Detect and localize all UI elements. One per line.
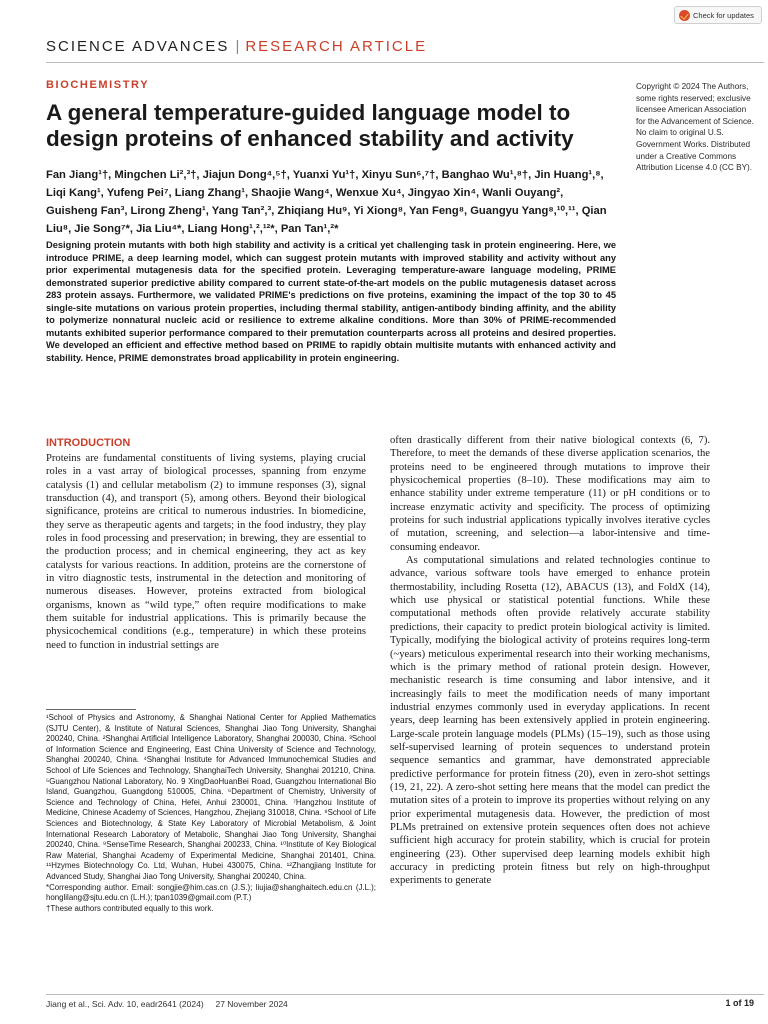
page-number: 1 of 19 xyxy=(725,998,754,1008)
affiliations: ¹School of Physics and Astronomy, & Shanghai National Center for Applied Mathematics (SJTU Center), & Institute of Natural Sciences, Shanghai Jiao Tong University, Shanghai 200240, China. ²Shanghai Artificial Intelligence Laboratory, Shanghai 200030, China. ³School of Information Science and Engineering, East China University of Science and Technology, Shanghai 200240, China. ⁴Shanghai Institute for Advanced Immunochemical Studies and School of Life Sciences and Technology, ShanghaiTech University, Shanghai 201210, China. ⁵Guangzhou National Laboratory, No. 9 XingDaoHuanBei Road, Guangzhou International Bio Island, Guangzhou, Guangdong 510005, China. ⁶Department of Chemistry, University of Science and Technology of China, Hefei, Anhui 230001, China. ⁷Hangzhou Institute of Medicine, Chinese Academy of Sciences, Hangzhou, Zhejiang 310018, China. ⁸School of Life Sciences and Biotechnology, & State Key Laboratory of Microbial Metabolism, & Joint International Research Laboratory of Metabolic, Shanghai Jiao Tong University, Shanghai 200240, China. ⁹SenseTime Research, Shanghai 200233, China. ¹⁰Institute of Key Biological Raw Material, Shanghai Academy of Experimental Medicine, Shanghai 201401, China. ¹¹Hzymes Biotechnology Co. Ltd, Wuhan, Hubei 430075, China. ¹²Zhangjiang Institute for Advanced Study, Shanghai Jiao Tong University, Shanghai 200240, China. xyxy=(46,713,376,881)
header-rule xyxy=(46,62,764,63)
crossmark-icon xyxy=(679,10,690,21)
journal-name: SCIENCE ADVANCES xyxy=(46,38,230,55)
article-type: RESEARCH ARTICLE xyxy=(245,38,428,55)
right-column xyxy=(390,434,710,888)
introduction-heading: INTRODUCTION xyxy=(46,437,131,449)
intro-paragraph-1: Proteins are fundamental constituents of living systems, playing crucial roles in a vast array of biological processes, spanning from enzyme catalysis (1) and cellular metabolism (2) to immune responses (3), signal transduction (4), and transport (5), among others. Beyond their biological significance, proteins are critical to numerous industries. In biomedicine, they serve as therapeutic agents and targets; in the food industry, they play roles in food processing and preservation; in brewing, they are essential to the production process; and in chemical engineering, they act as key catalysts for various reactions. In addition, proteins are the cornerstone of in vitro diagnostic tests, instrumental in the detection and monitoring of numerous diseases. However, proteins extracted from biological organisms, known as “wild type,” often require modifications to make them suitable for industrial applications. This is primarily because the physicochemical conditions (e.g., temperature) in which these proteins need to function in industrial settings are xyxy=(46,453,366,651)
intro-paragraph-3: As computational simulations and related technologies continue to advance, various software tools have emerged to enhance protein thermostability, including Rosetta (12), ABACUS (13), and FoldX (14), which use physical or statistical potential functions. While these computational methods often provide relatively accurate stability predictions, their capacity to predict protein biological activity is limited. Typically, modifying the biological activity of proteins requires long-term (~years) meticulous experimental research into their working mechanisms, which is the primary method of rational protein design. However, mechanistic research is time consuming and labor intensive, and it increasingly fails to meet the modification needs of many important industrial enzymes commonly used in everyday applications. In recent years, deep learning has been extensively applied in protein engineering. Large-scale protein language models (PLMs) (15–19), such as those using self-supervised learning of protein sequences to understand protein sequence semantics and grammar, have demonstrated appreciable predictive performance for protein fitness (20), even in zero-shot settings (19, 21, 22). A zero-shot setting here means that the model can predict the mutation sites of a protein to improve its properties without relying on any prior experimental mutagenesis data. However, the prediction of most PLMs pretrained on extensive protein sequences often does not achieve sufficient high accuracy for protein stability, which is crucial for protein engineering (23). Other supervised deep learning models exhibit high accuracy in predicting protein fitness but rely on high-throughput experiments to generate xyxy=(390,555,710,887)
corresponding-author: *Corresponding author. Email: songjie@him.cas.cn (J.S.); liujia@shanghaitech.edu.cn (J.L.); honglilang@sjtu.edu.cn (L.H.); tpan1039@gmail.com (P.T.) xyxy=(46,882,376,903)
intro-paragraph-2: often drastically different from their native biological contexts (6, 7). Therefore, to meet the demands of these diverse application scenarios, the proteins need to be engineered through mutations to improve their physicochemical properties (8–10). These modifications may aim to enhance stability under extreme temperature (11) or pH conditions or to increase enzymatic activity and specificity. The process of optimizing proteins for such industrial applications typically involves iterative cycles of mutation, screening, and selection—a labor-intensive and time-consuming endeavor. xyxy=(390,435,710,553)
check-for-updates-badge[interactable] xyxy=(674,6,762,24)
footnote-rule xyxy=(46,709,136,710)
journal-header xyxy=(46,38,427,55)
left-column xyxy=(46,436,366,652)
article-title: A general temperature-guided language model to design proteins of enhanced stability and activity xyxy=(46,100,574,151)
journal-separator: | xyxy=(235,38,240,55)
footer-rule xyxy=(46,994,764,995)
footer-citation: Jiang et al., Sci. Adv. 10, eadr2641 (2024) 27 November 2024 xyxy=(46,999,288,1009)
footnotes xyxy=(46,713,376,914)
check-for-updates-label: Check for updates xyxy=(693,10,754,20)
copyright-notice: Copyright © 2024 The Authors, some rights reserved; exclusive licensee American Association for the Advancement of Science. No claim to original U.S. Government Works. Distributed under a Creative Commons Attribution License 4.0 (CC BY). xyxy=(636,82,754,173)
author-list: Fan Jiang¹†, Mingchen Li²,³†, Jiajun Dong⁴,⁵†, Yuanxi Yu¹†, Xinyu Sun⁶,⁷†, Banghao Wu¹,⁸†, Jin Huang¹,⁸, Liqi Kang¹, Yufeng Pei⁷, Liang Zhang¹, Shaojie Wang⁴, Wenxue Xu⁴, Jingyao Xin⁴, Wanli Ouyang², Guisheng Fan³, Lirong Zheng¹, Yang Tan²,³, Zhiqiang Hu⁹, Yi Xiong⁸, Yan Feng⁸, Guangyu Yang⁸,¹⁰,¹¹, Qian Liu⁸, Jie Song⁷*, Jia Liu⁴*, Liang Hong¹,²,¹²*, Pan Tan¹,²* xyxy=(46,169,607,235)
abstract: Designing protein mutants with both high stability and activity is a critical yet challenging task in protein engineering. Here, we introduce PRIME, a deep learning model, which can suggest protein mutants with improved stability and activity without any prior experimental mutagenesis data for the specified protein. Leveraging temperature-aware language modeling, PRIME demonstrated superior predictive ability compared to current state-of-the-art models on the public mutagenesis dataset across 283 protein assays. Furthermore, we validated PRIME's predictions on five proteins, examining the impact of the top 30 to 45 single-site mutations on various protein properties, including thermal stability, antigen-antibody binding affinity, and the ability to polymerize nonnatural nucleic acid or resilience to extreme alkaline conditions. More than 30% of PRIME-recommended mutants exhibited superior performance compared to their premutation counterparts across all proteins and desired properties. We developed an efficient and effective method based on PRIME to rapidly obtain multisite mutants with enhanced activity and stability. Hence, PRIME demonstrates broad applicability in protein engineering. xyxy=(46,240,616,363)
section-tag: BIOCHEMISTRY xyxy=(46,79,150,91)
equal-contribution-note: †These authors contributed equally to this work. xyxy=(46,903,214,913)
